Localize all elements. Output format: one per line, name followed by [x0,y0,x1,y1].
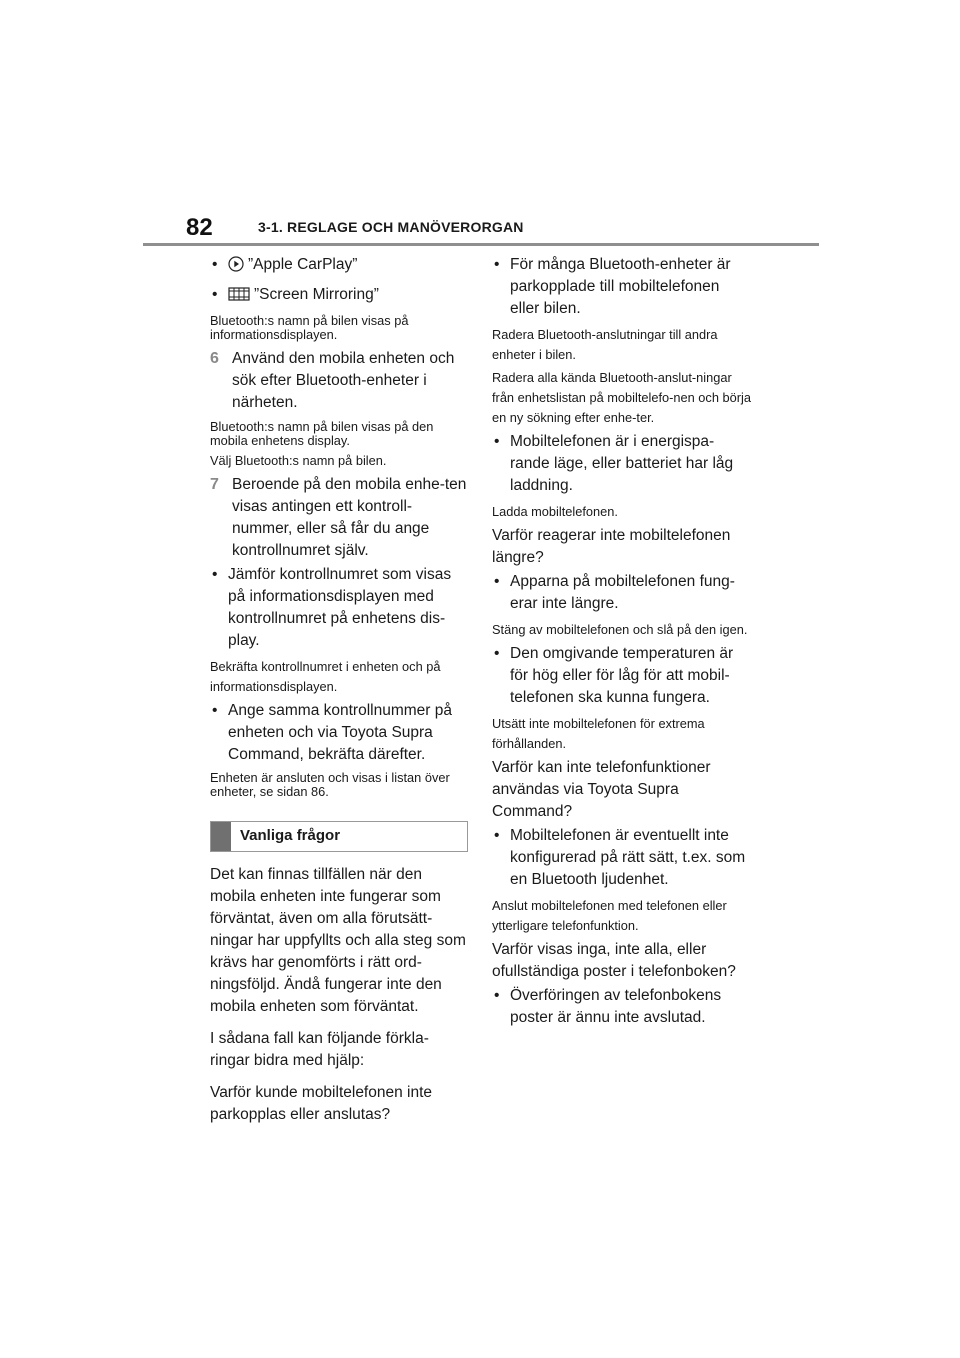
step-6 [210,348,468,414]
question: Varför reagerar inte mobiltelefonen längre? [492,527,731,566]
bullet: • Mobiltelefonen är eventuellt inte konfigurerad på rätt sätt, t.ex. som en Bluetooth ljudenhet. [492,825,752,891]
step-7 [210,474,468,562]
header-divider [143,243,819,246]
menu-item-label: ”Screen Mirroring” [254,286,379,303]
note: Välj Bluetooth:s namn på bilen. [210,453,387,468]
note: Anslut mobiltelefonen med telefonen eller ytterligare telefonfunktion. [492,898,727,933]
right-column [492,254,752,1034]
note: Radera Bluetooth-anslutningar till andra enheter i bilen. [492,327,718,362]
step-text: Beroende på den mobila enhe-ten visas antingen ett kontroll-nummer, eller så får du ange kontrollnumret själv. [232,476,467,559]
bullet: • Apparna på mobiltelefonen fung-erar inte längre. [492,571,752,615]
question: Varför kunde mobiltelefonen inte parkopplas eller anslutas? [210,1084,433,1123]
bullet: • Överföringen av telefonbokens poster är ännu inte avslutad. [492,985,752,1029]
note: Stäng av mobiltelefonen och slå på den igen. [492,622,748,637]
step-text: Använd den mobila enheten och sök efter Bluetooth-enheter i närheten. [232,350,455,411]
step-number: 6 [210,350,219,367]
paragraph: I sådana fall kan följande förkla-ringar bidra med hjälp: [210,1030,429,1069]
question: Varför visas inga, inte alla, eller ofullständiga poster i telefonboken? [492,941,736,980]
menu-item-screen-mirroring [210,284,468,309]
bullet: • För många Bluetooth-enheter är parkopplade till mobiltelefonen eller bilen. [492,254,752,320]
question: Varför kan inte telefonfunktioner användas via Toyota Supra Command? [492,759,711,820]
faq-heading-box [210,821,468,852]
faq-heading: Vanliga frågor [240,827,341,844]
note: Bluetooth:s namn på bilen visas på den mobila enhetens display. [210,419,434,448]
bullet: • Mobiltelefonen är i energispa-rande läge, eller batteriet har låg laddning. [492,431,752,497]
note: Ladda mobiltelefonen. [492,504,618,519]
left-column [210,254,468,1136]
faq-heading-bar [211,822,231,851]
step-number: 7 [210,476,219,493]
page-number: 82 [186,214,213,241]
menu-item-carplay [210,254,468,279]
screen-mirroring-icon [228,286,250,309]
bullet: • Ange samma kontrollnummer på enheten och via Toyota Supra Command, bekräfta därefter. [210,700,468,766]
note: Radera alla kända Bluetooth-anslut-ningar från enhetslistan på mobiltelefo-nen och börja en ny sökning efter enhe-ter. [492,370,751,425]
note: Bluetooth:s namn på bilen visas på informationsdisplayen. [210,313,409,342]
note: Enheten är ansluten och visas i listan över enheter, se sidan 86. [210,770,450,799]
menu-item-label: ”Apple CarPlay” [248,256,358,273]
section-header: 3-1. REGLAGE OCH MANÖVERORGAN [258,219,524,235]
note: Utsätt inte mobiltelefonen för extrema förhållanden. [492,716,705,751]
bullet: • Den omgivande temperaturen är för hög eller för låg för att mobil-telefonen ska kunna fungera. [492,643,752,709]
note: Bekräfta kontrollnumret i enheten och på informationsdisplayen. [210,659,441,694]
bullet: • Jämför kontrollnumret som visas på informationsdisplayen med kontrollnumret på enhetens dis-play. [210,564,468,652]
play-circle-icon [228,256,244,279]
paragraph: Det kan finnas tillfällen när den mobila enheten inte fungerar som förväntat, även om alla förutsätt-ningar har uppfyllts och alla steg som krävs har genomförts i rätt ord-ningsföljd. Ändå fungerar inte den mobila enheten som förväntat. [210,866,466,1015]
